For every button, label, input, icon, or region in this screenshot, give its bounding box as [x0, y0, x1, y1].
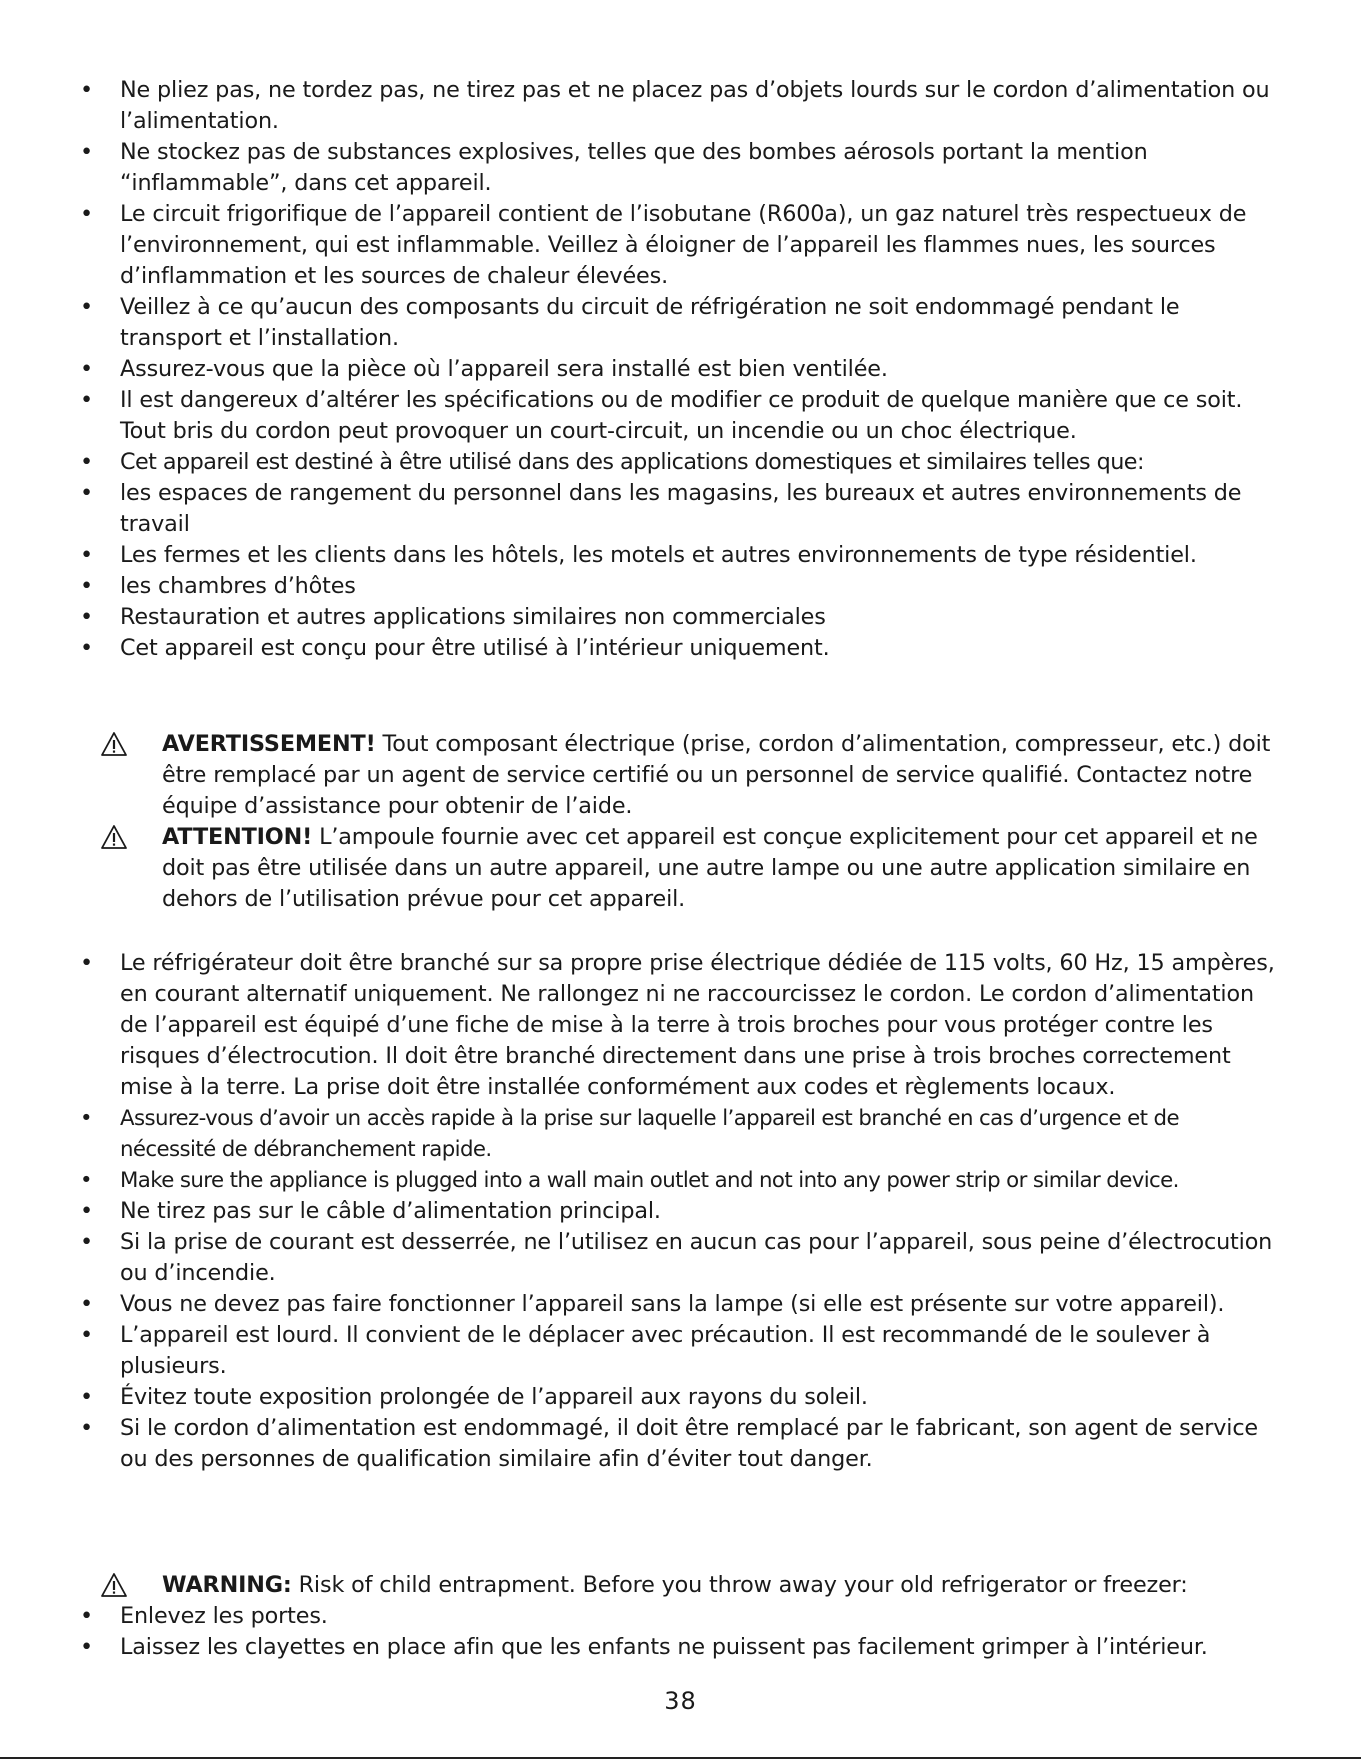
list-item: • Veillez à ce qu’aucun des composants du circuit de réfrigération ne soit endommagé pendant le transport et l’installation. [0, 292, 1300, 354]
notice-label: AVERTISSEMENT! [162, 731, 376, 757]
list-item: • les chambres d’hôtes [0, 571, 1300, 602]
list-item: • Cet appareil est destiné à être utilisé dans des applications domestiques et similaires telles que: [0, 447, 1300, 478]
list-item: • Enlevez les portes. [0, 1601, 1300, 1632]
notice-label: WARNING: [162, 1572, 292, 1598]
bottom-divider [0, 1757, 1361, 1759]
list-item: • Ne pliez pas, ne tordez pas, ne tirez pas et ne placez pas d’objets lourds sur le cordon d’alimentation ou l’alimentation. [0, 75, 1300, 137]
warning-triangle-icon [100, 824, 128, 850]
list-item: • Ne tirez pas sur le câble d’alimentation principal. [0, 1196, 1300, 1227]
list-item: • Assurez-vous que la pièce où l’appareil sera installé est bien ventilée. [0, 354, 1300, 385]
list-item: • Il est dangereux d’altérer les spécifications ou de modifier ce produit de quelque manière que ce soit. Tout bris du cordon peut provoquer un court-circuit, un incendie ou un choc électrique. [0, 385, 1300, 447]
warning-notice-avertissement [0, 729, 1300, 822]
notice-text: Tout composant électrique (prise, cordon d’alimentation, compresseur, etc.) doit être remplacé par un agent de service certifié ou un personnel de service qualifié. Contactez notre équipe d’assistance pour obtenir de l’aide. [162, 731, 1271, 819]
list-item: • Évitez toute exposition prolongée de l’appareil aux rayons du soleil. [0, 1382, 1300, 1413]
warning-triangle-icon [100, 1572, 128, 1598]
notice-text: Risk of child entrapment. Before you throw away your old refrigerator or freezer: [291, 1572, 1188, 1598]
list-item: • Restauration et autres applications similaires non commerciales [0, 602, 1300, 633]
list-item: • Ne stockez pas de substances explosives, telles que des bombes aérosols portant la mention “inflammable”, dans cet appareil. [0, 137, 1300, 199]
warning-triangle-icon [100, 731, 128, 757]
notice-text: L’ampoule fournie avec cet appareil est conçue explicitement pour cet appareil et ne doit pas être utilisée dans un autre appareil, une autre lampe ou une autre application similaire en dehors de l’utilisation prévue pour cet appareil. [162, 824, 1258, 912]
list-item: • Le réfrigérateur doit être branché sur sa propre prise électrique dédiée de 115 volts, 60 Hz, 15 ampères, en courant alternatif uniquement. Ne rallongez ni ne raccourcissez le cordon. Le cordon d’alimentation de l’appareil est équipé d’une fiche de mise à la terre à trois broches pour vous protéger contre les risques d’électrocution. Il doit être branché directement dans une prise à trois broches correctement mise à la terre. La prise doit être installée conformément aux codes et règlements locaux. [0, 948, 1300, 1103]
list-item: • L’appareil est lourd. Il convient de le déplacer avec précaution. Il est recommandé de le soulever à plusieurs. [0, 1320, 1300, 1382]
notice-label: ATTENTION! [162, 824, 313, 850]
list-item: • les espaces de rangement du personnel dans les magasins, les bureaux et autres environnements de travail [0, 478, 1300, 540]
list-item: • Vous ne devez pas faire fonctionner l’appareil sans la lampe (si elle est présente sur votre appareil). [0, 1289, 1300, 1320]
list-item: • Les fermes et les clients dans les hôtels, les motels et autres environnements de type résidentiel. [0, 540, 1300, 571]
list-item: • Le circuit frigorifique de l’appareil contient de l’isobutane (R600a), un gaz naturel très respectueux de l’environnement, qui est inflammable. Veillez à éloigner de l’appareil les flammes nues, les sources d’inflammation et les sources de chaleur élevées. [0, 199, 1300, 292]
list-item: • Laissez les clayettes en place afin que les enfants ne puissent pas facilement grimper à l’intérieur. [0, 1632, 1300, 1663]
safety-bullet-list-1 [0, 75, 1300, 664]
list-item: • Si la prise de courant est desserrée, ne l’utilisez en aucun cas pour l’appareil, sous peine d’électrocution ou d’incendie. [0, 1227, 1300, 1289]
list-item: • Make sure the appliance is plugged into a wall main outlet and not into any power strip or similar device. [0, 1165, 1300, 1196]
warning-notice-child-entrapment [0, 1570, 1300, 1601]
list-item: • Cet appareil est conçu pour être utilisé à l’intérieur uniquement. [0, 633, 1300, 664]
list-item: • Assurez-vous d’avoir un accès rapide à la prise sur laquelle l’appareil est branché en cas d’urgence et de nécessité de débranchement rapide. [0, 1103, 1300, 1165]
caution-notice-attention [0, 822, 1300, 915]
page-number: 38 [664, 1687, 697, 1715]
list-item: • Si le cordon d’alimentation est endommagé, il doit être remplacé par le fabricant, son agent de service ou des personnes de qualification similaire afin d’éviter tout danger. [0, 1413, 1300, 1475]
safety-bullet-list-3 [0, 1601, 1300, 1663]
safety-bullet-list-2 [0, 948, 1300, 1475]
